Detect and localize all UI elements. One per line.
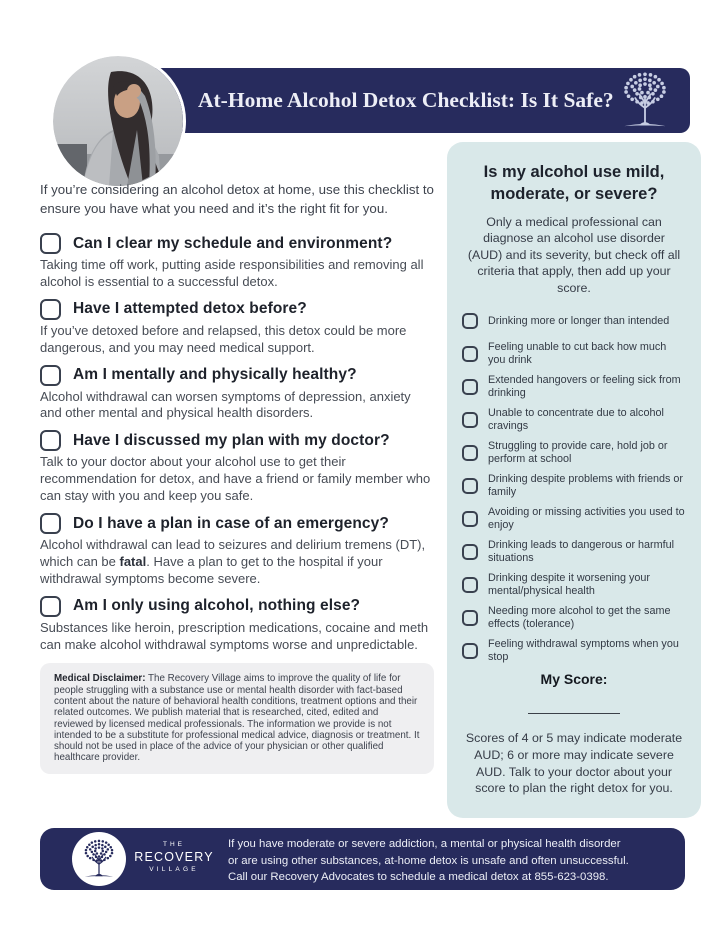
checklist-item-only-alcohol (40, 596, 434, 654)
checklist-question: Have I discussed my plan with my doctor? (73, 431, 390, 449)
criteria-item (462, 638, 686, 664)
checkbox[interactable] (462, 313, 478, 329)
criteria-label: Drinking leads to dangerous or harmful situations (488, 539, 675, 565)
brand-logo (72, 832, 126, 886)
checklist-item-attempted-before (40, 299, 434, 357)
checklist-description: Taking time off work, putting aside responsibilities and removing all alcohol is essential to a successful detox. (40, 257, 424, 289)
footer-line-2: or are using other substances, at-home detox is unsafe and often unsuccessful. (228, 854, 629, 867)
checkbox[interactable] (462, 577, 478, 593)
panel-title: Is my alcohol use mild, moderate, or severe? (483, 163, 665, 203)
checkbox[interactable] (462, 445, 478, 461)
brand-the: THE (163, 841, 185, 848)
my-score-label: My Score: (540, 671, 608, 688)
footer-line-1: If you have moderate or severe addiction, a mental or physical health disorder (228, 838, 621, 850)
criteria-label: Drinking despite problems with friends or family (488, 473, 684, 499)
header-band (120, 68, 690, 133)
criteria-item (462, 440, 686, 466)
medical-disclaimer-box (40, 663, 434, 773)
checkbox[interactable] (40, 365, 61, 386)
criteria-item (462, 407, 686, 433)
criteria-label: Avoiding or missing activities you used to enjoy (488, 506, 685, 532)
fatal-emphasis: fatal (119, 553, 147, 569)
checkbox[interactable] (462, 478, 478, 494)
disclaimer-label: Medical Disclaimer: (54, 673, 146, 685)
checkbox[interactable] (462, 544, 478, 560)
footer-banner (40, 828, 685, 890)
page-title: At-Home Alcohol Detox Checklist: Is It Safe? (198, 88, 614, 112)
criteria-label: Extended hangovers or feeling sick from drinking (488, 374, 681, 400)
checkbox[interactable] (40, 233, 61, 254)
woman-photo (53, 56, 183, 186)
tree-icon (78, 838, 120, 880)
score-interpretation-note: Scores of 4 or 5 may indicate moderate AUD; 6 or more may indicate severe AUD. Talk to your doctor about your score to plan the right detox for you. (465, 731, 683, 796)
checklist-item-schedule (40, 233, 434, 291)
checklist-item-emergency-plan (40, 513, 434, 588)
criteria-item (462, 374, 686, 400)
criteria-label: Struggling to provide care, hold job or perform at school (488, 440, 668, 466)
checkbox[interactable] (40, 430, 61, 451)
checklist-question: Do I have a plan in case of an emergency? (73, 514, 389, 532)
checklist-description: Substances like heroin, prescription medications, cocaine and meth can make alcohol withdrawal symptoms worse and unpredictable. (40, 619, 429, 652)
intro-text: If you’re considering an alcohol detox at home, use this checklist to ensure you have what you need and it’s the right fit for you. (40, 182, 434, 216)
header-photo (53, 56, 183, 186)
disclaimer-text: The Recovery Village aims to improve the quality of life for people struggling with a substance use or mental health disorder with fact-based content about the nature of behavioral health conditions, treatment options and their related outcomes. We publish material that is researched, cited, edited and reviewed by licensed medical professionals. The information we provide is not intended to be a substitute for professional medical advice, diagnosis or treatment. It should not be used in place of the advice of your physician or other qualified healthcare provider. (54, 673, 420, 764)
checkbox[interactable] (462, 643, 478, 659)
criteria-label: Drinking more or longer than intended (488, 314, 670, 327)
main-checklist-column (40, 180, 434, 774)
criteria-label: Needing more alcohol to get the same effects (tolerance) (488, 605, 671, 631)
checkbox[interactable] (462, 379, 478, 395)
checkbox[interactable] (462, 610, 478, 626)
criteria-item (462, 506, 686, 532)
criteria-item (462, 473, 686, 499)
score-blank-field[interactable] (528, 695, 620, 714)
criteria-list (462, 308, 686, 664)
footer-message (228, 836, 629, 886)
aud-severity-panel (447, 142, 701, 818)
criteria-item (462, 539, 686, 565)
panel-intro: Only a medical professional can diagnose an alcohol use disorder (AUD) and its severity, but check off all criteria that apply, then add up your score. (467, 214, 681, 295)
checklist-description: If you’ve detoxed before and relapsed, this detox could be more dangerous, and you may need medical support. (40, 322, 407, 355)
checklist-item-doctor-plan (40, 430, 434, 505)
checklist-question: Can I clear my schedule and environment? (73, 234, 393, 252)
checkbox[interactable] (462, 346, 478, 362)
brand-wordmark (132, 841, 216, 873)
checklist-item-health (40, 365, 434, 423)
checkbox[interactable] (40, 596, 61, 617)
checkbox[interactable] (462, 412, 478, 428)
checklist-question: Am I only using alcohol, nothing else? (73, 597, 361, 615)
criteria-label: Feeling unable to cut back how much you drink (488, 341, 667, 367)
criteria-label: Unable to concentrate due to alcohol cravings (488, 407, 664, 433)
criteria-item (462, 341, 686, 367)
checkbox[interactable] (40, 299, 61, 320)
tree-icon (612, 70, 678, 131)
footer-line-3: Call our Recovery Advocates to schedule a medical detox at 855-623-0398. (228, 871, 609, 884)
criteria-item (462, 572, 686, 598)
criteria-item (462, 308, 686, 334)
brand-recovery: RECOVERY (134, 850, 214, 864)
checklist-description: Alcohol withdrawal can lead to seizures and delirium tremens (DT), which can be fatal. Have a plan to get to the hospital if your withdrawal symptoms become severe. (40, 537, 426, 586)
criteria-label: Drinking despite it worsening your mental/physical health (488, 572, 651, 598)
checkbox[interactable] (40, 513, 61, 534)
checklist-question: Am I mentally and physically healthy? (73, 366, 357, 384)
brand-village: VILLAGE (149, 866, 199, 873)
checkbox[interactable] (462, 511, 478, 527)
criteria-item (462, 605, 686, 631)
checklist-description: Alcohol withdrawal can worsen symptoms of depression, anxiety and other mental and physical health disorders. (40, 388, 411, 421)
criteria-label: Feeling withdrawal symptoms when you stop (488, 638, 679, 664)
checklist-question: Have I attempted detox before? (73, 300, 307, 318)
checklist-description: Talk to your doctor about your alcohol use to get their recommendation for detox, and have a friend or family member who can stay with you and keep you safe. (40, 454, 431, 504)
